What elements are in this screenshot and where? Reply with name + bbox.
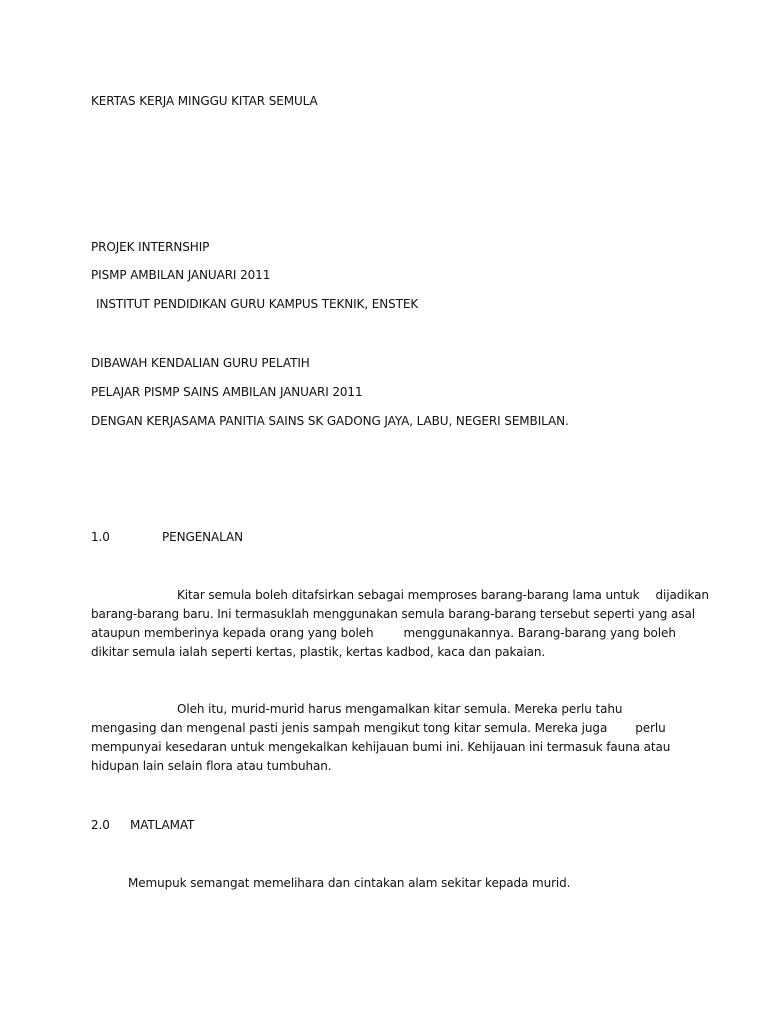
paragraph-text: ataupun memberinya kepada orang yang boleh xyxy=(91,626,374,640)
project-line-2: PISMP AMBILAN JANUARI 2011 xyxy=(91,268,271,282)
supervision-line-2: PELAJAR PISMP SAINS AMBILAN JANUARI 2011 xyxy=(91,385,363,399)
paragraph-line: dikitar semula ialah seperti kertas, plastik, kertas kadbod, kaca dan pakaian. xyxy=(91,645,546,659)
section-1-heading: PENGENALAN xyxy=(162,530,244,544)
paragraph-text: Oleh itu, murid-murid harus mengamalkan kitar semula. Mereka perlu tahu xyxy=(177,702,623,716)
paragraph-line: hidupan lain selain flora atau tumbuhan. xyxy=(91,759,332,773)
section-1-paragraph-2 xyxy=(91,700,671,776)
paragraph-text: Kitar semula boleh ditafsirkan sebagai memproses barang-barang lama untuk xyxy=(177,588,640,602)
supervision-line-3: DENGAN KERJASAMA PANITIA SAINS SK GADONG JAYA, LABU, NEGERI SEMBILAN. xyxy=(91,414,569,428)
section-2-number: 2.0 xyxy=(91,818,110,832)
paragraph-line xyxy=(91,700,671,719)
document-title: KERTAS KERJA MINGGU KITAR SEMULA xyxy=(91,94,318,108)
paragraph-line: mempunyai kesedaran untuk mengekalkan kehijauan bumi ini. Kehijauan ini termasuk fauna atau xyxy=(91,740,671,754)
paragraph-line xyxy=(91,719,671,738)
section-1-number: 1.0 xyxy=(91,530,110,544)
paragraph-line xyxy=(91,624,676,643)
section-1-paragraph-1 xyxy=(91,586,709,662)
paragraph-line: barang-barang baru. Ini termasuklah menggunakan semula barang-barang tersebut seperti yang asal xyxy=(91,607,695,621)
paragraph-line xyxy=(91,586,709,605)
section-2-heading: MATLAMAT xyxy=(130,818,195,832)
paragraph-text: perlu xyxy=(635,721,666,735)
project-line-1: PROJEK INTERNSHIP xyxy=(91,240,210,254)
paragraph-text: menggunakannya. Barang-barang yang boleh xyxy=(403,626,676,640)
paragraph-text: mengasing dan mengenal pasti jenis sampah mengikut tong kitar semula. Mereka juga xyxy=(91,721,608,735)
section-2-paragraph-1: Memupuk semangat memelihara dan cintakan alam sekitar kepada murid. xyxy=(128,876,571,890)
supervision-line-1: DIBAWAH KENDALIAN GURU PELATIH xyxy=(91,356,310,370)
project-line-3: INSTITUT PENDIDIKAN GURU KAMPUS TEKNIK, ENSTEK xyxy=(96,297,419,311)
paragraph-text: dijadikan xyxy=(655,588,709,602)
